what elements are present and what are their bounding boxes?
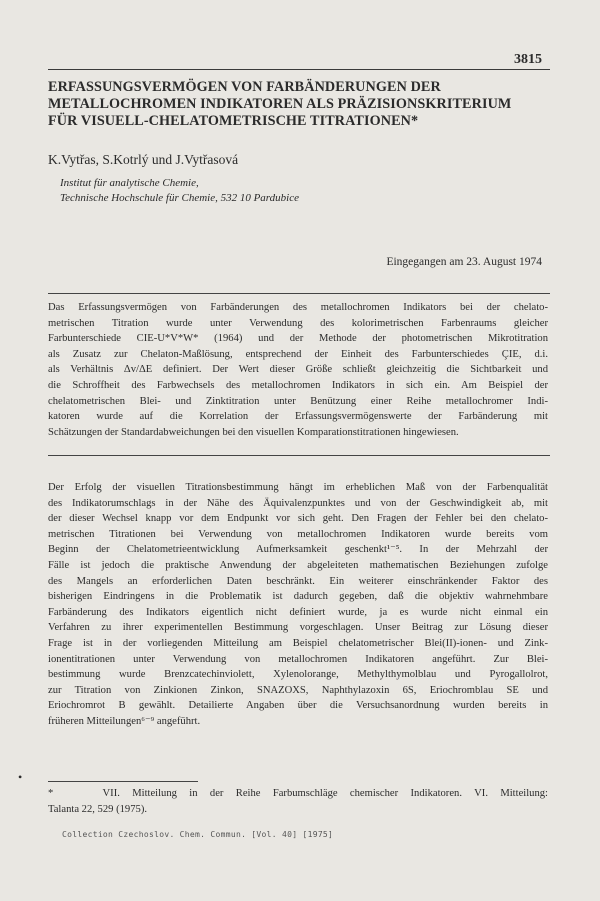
abstract (48, 300, 548, 440)
title-line: ERFASSUNGSVERMÖGEN VON FARBÄNDERUNGEN DER (48, 79, 441, 95)
institution (60, 176, 299, 206)
footnote-line: Talanta 22, 529 (1975). (48, 803, 147, 815)
body-line: Beginn der Chelatometrieentwicklung Aufmerksamkeit geschenkt¹⁻⁵. In der Mehrzahl der (48, 544, 548, 556)
body-line: Der Erfolg der visuellen Titrationsbestimmung hängt im erheblichen Maß von der Farbenqualität (48, 482, 548, 493)
abstract-line: chelatometrischen Blei- und Zinktitration unter Benützung einer Reihe metallochromer Indi- (48, 395, 548, 407)
footnote (48, 786, 548, 817)
title-line: FÜR VISUELL-CHELATOMETRISCHE TITRATIONEN* (48, 113, 419, 129)
body-line: Farbänderung des Indikators eigentlich nicht definiert wurde, ja es wurde nicht einmal ein (48, 606, 548, 618)
article-title (48, 79, 558, 130)
page-number: 3815 (514, 52, 542, 67)
header-rule (48, 69, 550, 70)
body-line: Fälle ist jedoch die praktische Anwendung der abgeleiteten mathematischen Beziehungen zufolge (48, 559, 548, 571)
body-line: Eriochromrot B gewählt. Detailierte Angaben über die Versuchsanordnung wurden bereits in (48, 700, 548, 712)
body-line: bestimmung wurde Brenzcatechinviolett, Xylenolorange, Methylthymolblau und Pyrogallolrot, (48, 669, 548, 681)
journal-footer: Collection Czechoslov. Chem. Commun. [Vol. 40] [1975] (62, 830, 334, 839)
body-line: des Mangels an erforderlichen Daten beschränkt. Ein weiterer einschränkender Faktor des (48, 575, 548, 587)
footnote-rule (48, 781, 198, 782)
footnote-line: * VII. Mitteilung in der Reihe Farbumschläge chemischer Indikatoren. VI. Mitteilung: (48, 788, 548, 799)
body-line: zur Titration von Zinkionen Zinkon, SNAZOXS, Naphthylazoxin 6S, Eriochromblau SE und (48, 684, 548, 696)
body-line: des Indikatorumschlags in der Nähe des Äquivalenzpunktes und von der Geschwindigkeit ab, mit (48, 497, 548, 509)
abstract-line: Farbunterschiede CIE-U*V*W* (1964) und der Methode der photometrischen Mikrotitration (48, 333, 548, 345)
abstract-line: als Zusatz zur Chelaton-Maßlösung, entsprechend der Einheit des Farbunterschiedes ÇIE, d.i. (48, 348, 548, 360)
abstract-bottom-rule (48, 455, 550, 456)
body-line: Verfahren zu ihrer experimentellen Bestimmung vorgeschlagen. Unser Beitrag zur Lösung dieser (48, 622, 548, 634)
body-line: Frage ist in der vorliegenden Mitteilung am Beispiel chelatometrischer Blei(II)-ionen- und Zink- (48, 637, 548, 649)
institution-line: Technische Hochschule für Chemie, 532 10 Pardubice (60, 192, 300, 204)
abstract-line: als Verhältnis Δv/ΔE definiert. Der Wert dieser Größe schließt gleichzeitig die Sichtbarkeit und (48, 364, 548, 376)
title-line: METALLOCHROMEN INDIKATOREN ALS PRÄZISIONSKRITERIUM (48, 96, 512, 112)
body-line: bisherigen Eindringens in die Problematik ist dadurch gegeben, daß die objektiv wahrnehmbare (48, 591, 548, 603)
body-text (48, 480, 548, 730)
body-line: früheren Mitteilungen⁶⁻⁹ angeführt. (48, 715, 201, 727)
margin-bullet: • (18, 770, 23, 784)
abstract-line: Das Erfassungsvermögen von Farbänderungen des metallochromen Indikators bei der chelato- (48, 302, 548, 313)
abstract-line: metrischen Titration wurde unter Verwendung des kolorimetrischen Farbenraums gleicher (48, 317, 548, 329)
abstract-top-rule (48, 293, 550, 294)
body-line: metrischen Titrationen bei Verwendung von metallochromen Indikatoren wurde bereits vom (48, 528, 548, 540)
received-date: Eingegangen am 23. August 1974 (386, 256, 542, 268)
abstract-line: katoren wurde auf die Korrelation der Erfassungsvermögenswerte der Farbänderung mit (48, 411, 548, 423)
body-line: ionentitrationen unter Verwendung von metallochromen Indikatoren angeführt. Zur Blei- (48, 653, 548, 665)
institution-line: Institut für analytische Chemie, (60, 177, 199, 189)
abstract-line: Schätzungen der Standardabweichungen bei den visuellen Komparationstitrationen hingewiesen. (48, 426, 459, 438)
authors: K.Vytřas, S.Kotrlý und J.Vytřasová (48, 152, 239, 167)
body-line: der dieser Wechsel knapp vor dem Endpunkt vor sich geht. Den Fragen der Fehler bei den chelato- (48, 513, 548, 525)
abstract-line: die Schroffheit des Farbwechsels des metallochromen Indikators in sich ein. Am Beispiel der (48, 379, 548, 391)
